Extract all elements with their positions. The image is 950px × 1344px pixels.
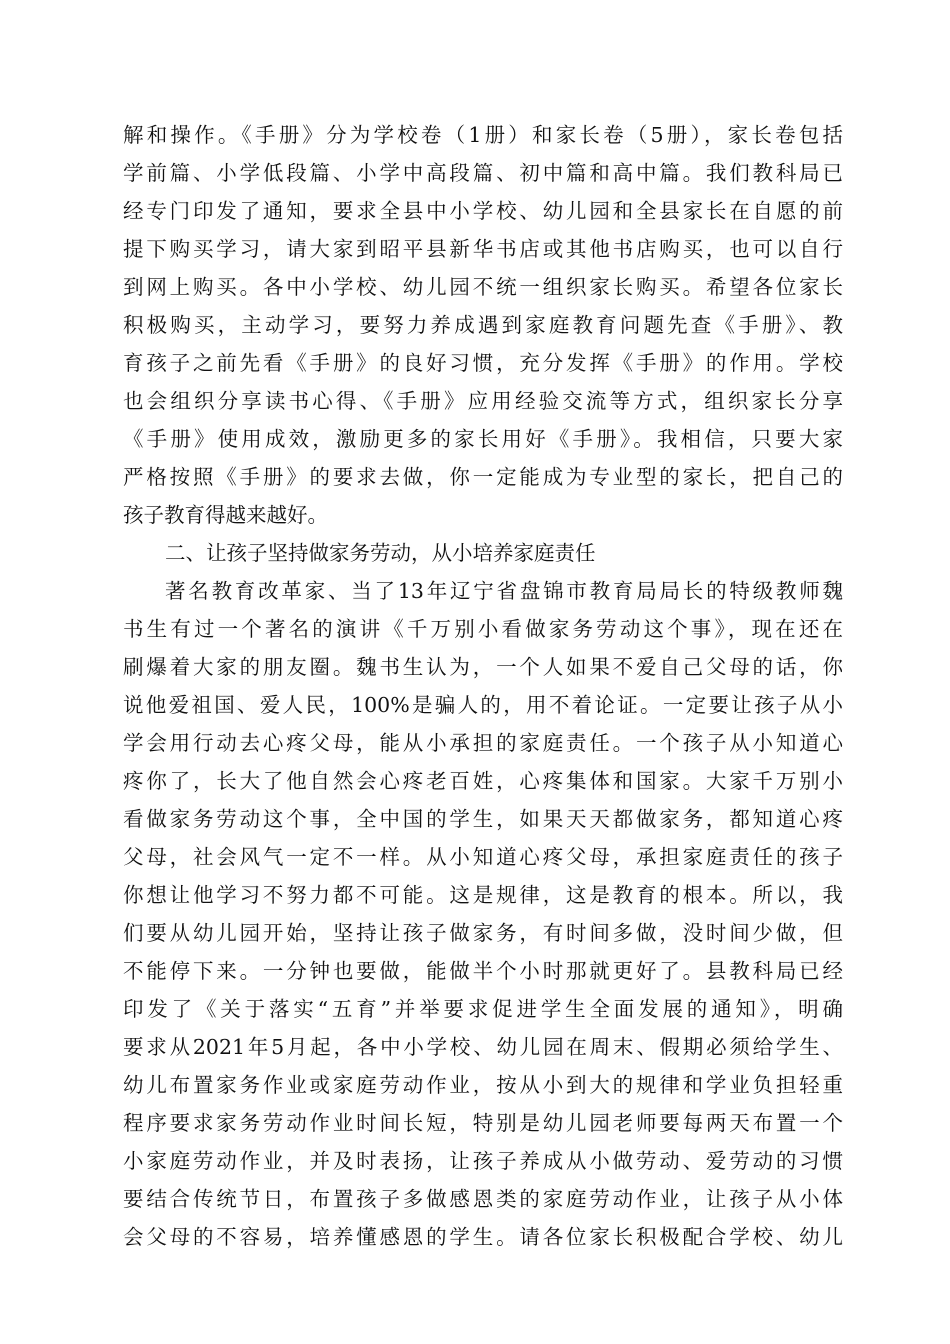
paragraph-line: 解和操作。《手册》分为学校卷（1册）和家长卷（5册），家长卷包括 <box>123 123 843 147</box>
paragraph-line: 看做家务劳动这个事，全中国的学生，如果天天都做家务，都知道心疼 <box>123 807 843 831</box>
section-heading: 二、让孩子坚持做家务劳动，从小培养家庭责任 <box>165 541 596 565</box>
paragraph-line: 著名教育改革家、当了13年辽宁省盘锦市教育局局长的特级教师魏 <box>165 579 843 603</box>
paragraph-line: 育孩子之前先看《手册》的良好习惯，充分发挥《手册》的作用。学校 <box>123 351 843 375</box>
paragraph-line: 要结合传统节日，布置孩子多做感恩类的家庭劳动作业，让孩子从小体 <box>123 1187 843 1211</box>
paragraph-line: 印发了《关于落实“五育”并举要求促进学生全面发展的通知》，明确 <box>123 997 843 1021</box>
paragraph-line: 你想让他学习不努力都不可能。这是规律，这是教育的根本。所以，我 <box>123 883 843 907</box>
paragraph-line: 们要从幼儿园开始，坚持让孩子做家务，有时间多做，没时间少做，但 <box>123 921 843 945</box>
paragraph-line: 父母，社会风气一定不一样。从小知道心疼父母，承担家庭责任的孩子 <box>123 845 843 869</box>
paragraph-line: 到网上购买。各中小学校、幼儿园不统一组织家长购买。希望各位家长 <box>123 275 843 299</box>
paragraph-line: 孩子教育得越来越好。 <box>123 503 328 527</box>
paragraph-line: 会父母的不容易，培养懂感恩的学生。请各位家长积极配合学校、幼儿 <box>123 1225 843 1249</box>
paragraph-line: 《手册》使用成效，激励更多的家长用好《手册》。我相信，只要大家 <box>123 427 843 451</box>
paragraph-line: 刷爆着大家的朋友圈。魏书生认为，一个人如果不爱自己父母的话，你 <box>123 655 843 679</box>
paragraph-line: 严格按照《手册》的要求去做，你一定能成为专业型的家长，把自己的 <box>123 465 843 489</box>
paragraph-line: 说他爱祖国、爱人民，100%是骗人的，用不着论证。一定要让孩子从小 <box>123 693 843 717</box>
paragraph-line: 积极购买，主动学习，要努力养成遇到家庭教育问题先查《手册》、教 <box>123 313 843 337</box>
paragraph-line: 经专门印发了通知，要求全县中小学校、幼儿园和全县家长在自愿的前 <box>123 199 843 223</box>
paragraph-line: 不能停下来。一分钟也要做，能做半个小时那就更好了。县教科局已经 <box>123 959 843 983</box>
paragraph-line: 提下购买学习，请大家到昭平县新华书店或其他书店购买，也可以自行 <box>123 237 843 261</box>
paragraph-line: 程序要求家务劳动作业时间长短，特别是幼儿园老师要每两天布置一个 <box>123 1111 843 1135</box>
paragraph-line: 要求从2021年5月起，各中小学校、幼儿园在周末、假期必须给学生、 <box>123 1035 843 1059</box>
paragraph-line: 学会用行动去心疼父母，能从小承担的家庭责任。一个孩子从小知道心 <box>123 731 843 755</box>
paragraph-line: 书生有过一个著名的演讲《千万别小看做家务劳动这个事》，现在还在 <box>123 617 843 641</box>
paragraph-line: 幼儿布置家务作业或家庭劳动作业，按从小到大的规律和学业负担轻重 <box>123 1073 843 1097</box>
paragraph-line: 也会组织分享读书心得、《手册》应用经验交流等方式，组织家长分享 <box>123 389 843 413</box>
paragraph-line: 学前篇、小学低段篇、小学中高段篇、初中篇和高中篇。我们教科局已 <box>123 161 843 185</box>
paragraph-line: 小家庭劳动作业，并及时表扬，让孩子养成从小做劳动、爱劳动的习惯 <box>123 1149 843 1173</box>
paragraph-line: 疼你了，长大了他自然会心疼老百姓，心疼集体和国家。大家千万别小 <box>123 769 843 793</box>
